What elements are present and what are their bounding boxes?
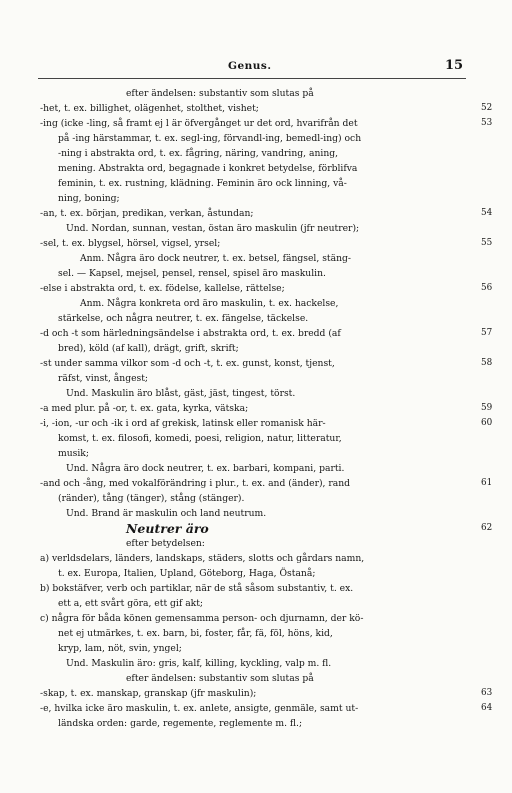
text-line — [40, 191, 478, 206]
running-header — [0, 60, 512, 76]
line-text: -else i abstrakta ord, t. ex. födelse, kallelse, rättelse; — [40, 283, 285, 294]
paragraph-number: 58 — [481, 358, 493, 368]
page-body — [40, 86, 493, 731]
line-text: ländska orden: garde, regemente, reglemente m. fl.; — [58, 718, 303, 729]
line-text: efter ändelsen: substantiv som slutas på — [126, 673, 314, 684]
paragraph-line-numbered — [40, 686, 493, 701]
paragraph-number: 55 — [481, 238, 493, 248]
line-text: -st under samma vilkor som -d och -t, t. ex. gunst, konst, tjenst, — [40, 358, 335, 369]
line-text: -and och -ång, med vokalförändring i plur., t. ex. and (änder), rand — [40, 478, 351, 489]
text-line — [40, 266, 478, 281]
text-line — [40, 311, 478, 326]
line-text: c) några för båda könen gemensamma person- och djurnamn, der kö- — [40, 613, 364, 624]
text-line — [40, 551, 478, 566]
text-line — [40, 491, 478, 506]
line-text: komst, t. ex. filosofi, komedi, poesi, religion, natur, litteratur, — [58, 433, 342, 444]
paragraph-line-numbered — [40, 281, 493, 296]
text-line — [40, 671, 478, 686]
text-line — [40, 221, 478, 236]
line-text: -a med plur. på -or, t. ex. gata, kyrka, vätska; — [40, 403, 249, 414]
text-line — [40, 161, 478, 176]
text-line — [40, 146, 478, 161]
line-text: Und. Några äro dock neutrer, t. ex. barbari, kompani, parti. — [66, 463, 345, 474]
header-rule — [38, 78, 466, 79]
line-text: net ej utmärkes, t. ex. barn, bi, foster, får, fä, föl, höns, kid, — [58, 628, 333, 639]
paragraph-line-numbered — [40, 701, 493, 716]
paragraph-number: 52 — [481, 103, 493, 113]
paragraph-number: 63 — [481, 688, 493, 698]
line-text: feminin, t. ex. rustning, klädning. Feminin äro ock linning, vå- — [58, 178, 347, 189]
paragraph-number: 59 — [481, 403, 493, 413]
paragraph-number: 62 — [481, 523, 493, 533]
line-text: -an, t. ex. början, predikan, verkan, åstundan; — [40, 208, 254, 219]
paragraph-number: 56 — [481, 283, 493, 293]
text-line — [40, 656, 478, 671]
page-header-title: Genus. — [228, 60, 272, 72]
paragraph-line-numbered — [40, 521, 493, 536]
text-line — [40, 341, 478, 356]
text-line — [40, 176, 478, 191]
paragraph-line-numbered — [40, 401, 493, 416]
line-text: Und. Nordan, sunnan, vestan, östan äro maskulin (jfr neutrer); — [66, 223, 360, 234]
text-line — [40, 506, 478, 521]
paragraph-line-numbered — [40, 116, 493, 131]
text-line — [40, 296, 478, 311]
paragraph-line-numbered — [40, 416, 493, 431]
text-line — [40, 641, 478, 656]
line-text: -e, hvilka icke äro maskulin, t. ex. anlete, ansigte, genmäle, samt ut- — [40, 703, 359, 714]
paragraph-number: 54 — [481, 208, 493, 218]
line-text: bred), köld (af kall), drägt, grift, skrift; — [58, 343, 239, 354]
text-line — [40, 446, 478, 461]
paragraph-number: 64 — [481, 703, 493, 713]
line-text: -ning i abstrakta ord, t. ex. fågring, näring, vandring, aning, — [58, 148, 339, 159]
text-line — [40, 461, 478, 476]
line-text: mening. Abstrakta ord, begagnade i konkret betydelse, förblifva — [58, 163, 358, 174]
paragraph-line-numbered — [40, 476, 493, 491]
line-text: ning, boning; — [58, 193, 120, 204]
text-line — [40, 716, 478, 731]
line-text: efter ändelsen: substantiv som slutas på — [126, 88, 314, 99]
line-text: a) verldsdelars, länders, landskaps, städers, slotts och gårdars namn, — [40, 553, 365, 564]
paragraph-line-numbered — [40, 356, 493, 371]
line-text: b) bokstäfver, verb och partiklar, när de stå såsom substantiv, t. ex. — [40, 583, 354, 594]
line-text: -sel, t. ex. blygsel, hörsel, vigsel, yrsel; — [40, 238, 221, 249]
paragraph-line-numbered — [40, 326, 493, 341]
line-text: Und. Maskulin äro: gris, kalf, killing, kyckling, valp m. fl. — [66, 658, 332, 669]
paragraph-line-numbered — [40, 101, 493, 116]
paragraph-number: 61 — [481, 478, 493, 488]
line-text: ett a, ett svårt göra, ett gif akt; — [58, 598, 204, 609]
text-line — [40, 371, 478, 386]
line-text: -ing (icke -ling, så framt ej l är öfvergånget ur det ord, hvarifrån det — [40, 118, 358, 129]
paragraph-number: 60 — [481, 418, 493, 428]
paragraph-line-numbered — [40, 236, 493, 251]
text-line — [40, 611, 478, 626]
line-text: räfst, vinst, ångest; — [58, 373, 149, 384]
text-line — [40, 131, 478, 146]
text-line — [40, 536, 478, 551]
text-line — [40, 431, 478, 446]
line-text: -het, t. ex. billighet, olägenhet, stolthet, vishet; — [40, 103, 259, 114]
text-line — [40, 626, 478, 641]
paragraph-number: 57 — [481, 328, 493, 338]
line-text: Neutrer äro — [126, 521, 209, 536]
line-text: Anm. Några äro dock neutrer, t. ex. betsel, fängsel, stäng- — [80, 253, 352, 264]
paragraph-number: 53 — [481, 118, 493, 128]
line-text: Anm. Några konkreta ord äro maskulin, t. ex. hackelse, — [80, 298, 339, 309]
line-text: kryp, lam, nöt, svin, yngel; — [58, 643, 182, 654]
line-text: Und. Maskulin äro blåst, gäst, jäst, tingest, törst. — [66, 388, 296, 399]
line-text: -d och -t som härledningsändelse i abstrakta ord, t. ex. bredd (af — [40, 328, 341, 339]
line-text: (ränder), tång (tänger), stång (stänger). — [58, 493, 245, 504]
text-line — [40, 86, 478, 101]
line-text: t. ex. Europa, Italien, Upland, Göteborg, Haga, Östanå; — [58, 568, 316, 579]
line-text: sel. — Kapsel, mejsel, pensel, rensel, spisel äro maskulin. — [58, 268, 326, 279]
line-text: -i, -ion, -ur och -ik i ord af grekisk, latinsk eller romanisk här- — [40, 418, 326, 429]
line-text: Und. Brand är maskulin och land neutrum. — [66, 508, 267, 519]
line-text: efter betydelsen: — [126, 538, 205, 549]
line-text: på -ing härstammar, t. ex. segl-ing, förvandl-ing, bemedl-ing) och — [58, 133, 362, 144]
line-text: musik; — [58, 448, 89, 459]
line-text: stärkelse, och några neutrer, t. ex. fängelse, täckelse. — [58, 313, 309, 324]
paragraph-line-numbered — [40, 206, 493, 221]
text-line — [40, 386, 478, 401]
text-line — [40, 566, 478, 581]
line-text: -skap, t. ex. manskap, granskap (jfr maskulin); — [40, 688, 257, 699]
text-line — [40, 581, 478, 596]
text-line — [40, 251, 478, 266]
text-line — [40, 596, 478, 611]
page-number: 15 — [445, 58, 464, 73]
